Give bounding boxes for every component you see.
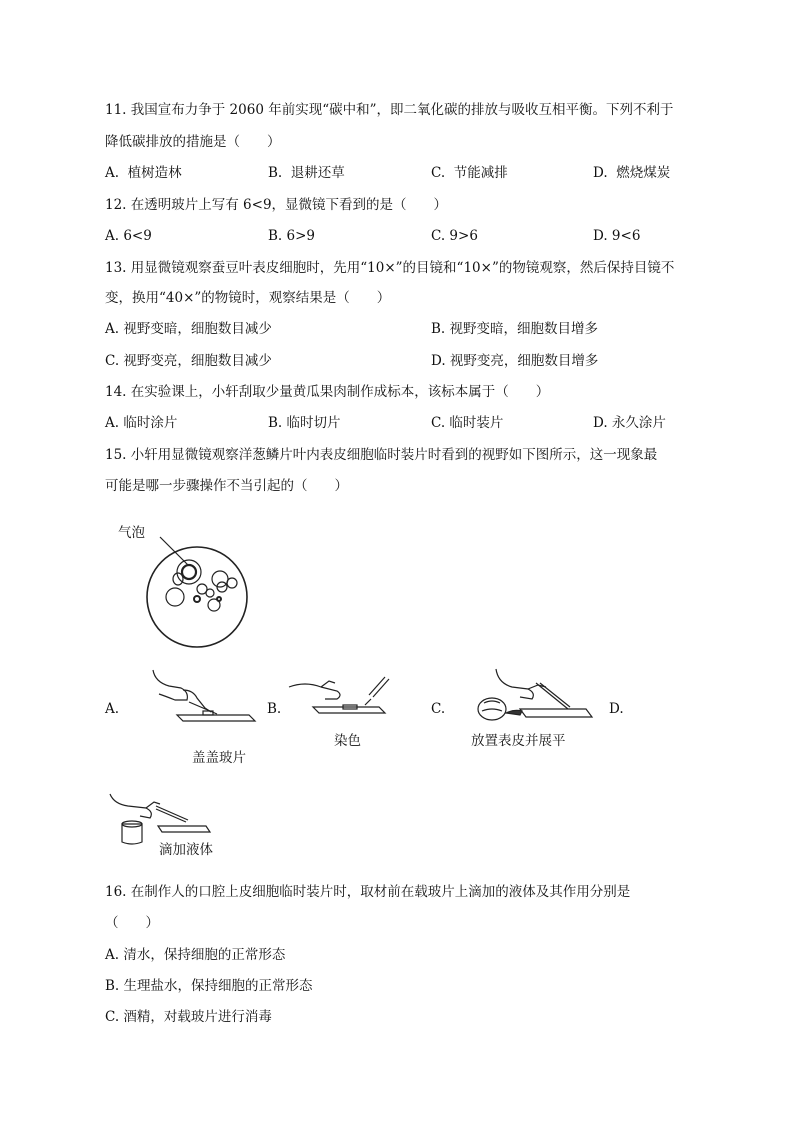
q15-option-c-letter: C.	[431, 701, 446, 717]
q16-option-c: C. 酒精，对载玻片进行消毒	[105, 1009, 272, 1025]
q11-option-a: A. 植树造林	[105, 165, 182, 181]
q14-option-a: A. 临时涂片	[105, 415, 178, 431]
q12-option-c: C. 9>6	[431, 228, 478, 244]
q16-option-a: A. 清水，保持细胞的正常形态	[105, 947, 286, 963]
place-epidermis-illustration	[476, 665, 596, 720]
q15-option-b-caption: 染色	[334, 733, 361, 749]
staining-illustration	[285, 675, 395, 725]
q11-stem-line2: 降低碳排放的措施是（ ）	[105, 134, 281, 150]
q15-option-a-letter: A.	[105, 701, 120, 717]
q12-option-d: D. 9<6	[593, 228, 641, 244]
q13-option-b: B. 视野变暗，细胞数目增多	[431, 321, 599, 337]
bubble-label: 气泡	[118, 525, 145, 541]
q15-option-c-caption: 放置表皮并展平	[471, 733, 566, 749]
q14-option-b: B. 临时切片	[268, 415, 341, 431]
q14-stem: 14. 在实验课上，小轩刮取少量黄瓜果肉制作成标本，该标本属于（ ）	[105, 384, 550, 400]
q15-option-d-caption: 滴加液体	[159, 842, 213, 858]
q11-stem-line1: 11. 我国宣布力争于 2060 年前实现“碳中和”，即二氧化碳的排放与吸收互相平衡。下列不利于	[105, 102, 674, 118]
q13-option-c: C. 视野变亮，细胞数目减少	[105, 353, 272, 369]
cover-slip-illustration	[145, 668, 260, 728]
q13-stem-line1: 13. 用显微镜观察蚕豆叶表皮细胞时，先用“10×”的目镜和“10×”的物镜观察，然后保持目镜不	[105, 260, 675, 276]
q15-option-a-caption: 盖盖玻片	[192, 750, 246, 766]
q13-stem-line2: 变，换用“40×”的物镜时，观察结果是（ ）	[105, 290, 391, 306]
drop-liquid-illustration	[106, 790, 221, 845]
q16-stem-line2: （ ）	[105, 915, 159, 931]
q15-stem-line2: 可能是哪一步骤操作不当引起的（ ）	[105, 478, 348, 494]
q16-stem-line1: 16. 在制作人的口腔上皮细胞临时装片时，取材前在载玻片上滴加的液体及其作用分别是	[105, 884, 631, 900]
q16-option-b: B. 生理盐水，保持细胞的正常形态	[105, 978, 313, 994]
q15-option-b-letter: B.	[267, 701, 282, 717]
microscope-field-figure	[140, 535, 260, 665]
q12-option-a: A. 6<9	[105, 228, 152, 244]
q12-stem: 12. 在透明玻片上写有 6<9，显微镜下看到的是（ ）	[105, 197, 448, 213]
q14-option-d: D. 永久涂片	[593, 415, 666, 431]
q11-option-d: D. 燃烧煤炭	[593, 165, 671, 181]
q12-option-b: B. 6>9	[268, 228, 315, 244]
q15-option-d-letter: D.	[609, 701, 624, 717]
q13-option-d: D. 视野变亮，细胞数目增多	[431, 353, 599, 369]
q15-stem-line1: 15. 小轩用显微镜观察洋葱鳞片叶内表皮细胞临时装片时看到的视野如下图所示，这一现象最	[105, 447, 658, 463]
q11-option-b: B. 退耕还草	[268, 165, 345, 181]
q11-option-c: C. 节能减排	[431, 165, 508, 181]
q13-option-a: A. 视野变暗，细胞数目减少	[105, 321, 272, 337]
q14-option-c: C. 临时装片	[431, 415, 504, 431]
